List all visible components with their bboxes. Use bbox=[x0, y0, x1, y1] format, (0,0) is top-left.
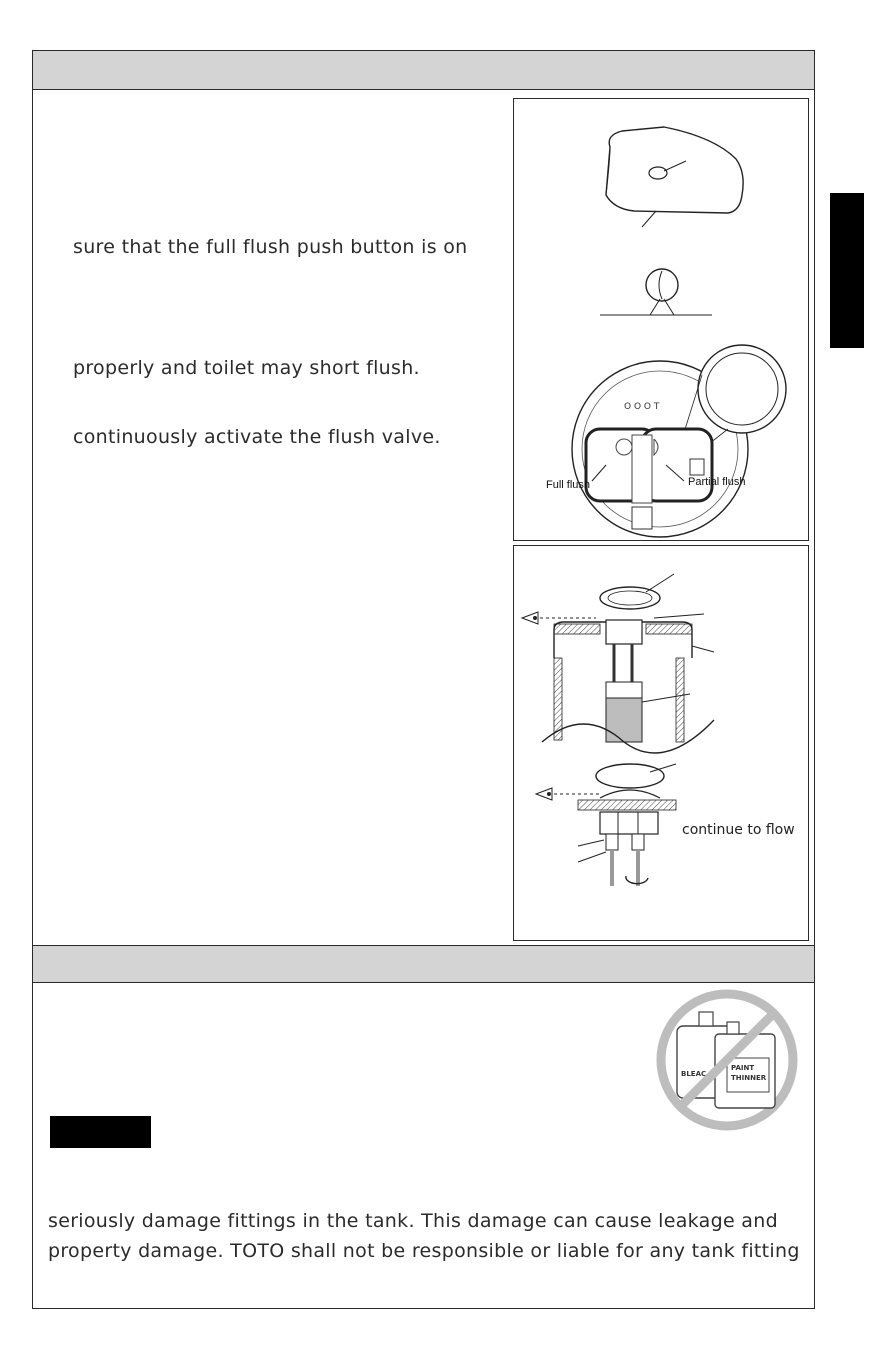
paint-label: PAINT bbox=[731, 1064, 755, 1072]
figure-panel-button-position bbox=[513, 98, 809, 541]
instruction-line: properly and toilet may short flush. bbox=[73, 357, 420, 379]
instruction-line: sure that the full flush push button is on bbox=[73, 236, 468, 258]
instruction-line: continuously activate the flush valve. bbox=[73, 426, 441, 448]
thinner-label: THINNER bbox=[731, 1074, 767, 1082]
section1-header-bar bbox=[33, 51, 814, 90]
partial-flush-label: Partial flush bbox=[688, 476, 746, 488]
warning-line: seriously damage fittings in the tank. This damage can cause leakage and bbox=[48, 1210, 778, 1232]
section2-header-bar bbox=[33, 945, 814, 983]
button-install-illustration bbox=[514, 546, 808, 940]
svg-text:O O O T: O O O T bbox=[624, 402, 660, 412]
full-flush-label: Full flush bbox=[546, 479, 591, 491]
tank-lid-illustration bbox=[514, 99, 808, 540]
no-chemicals-icon bbox=[655, 988, 799, 1132]
side-language-tab bbox=[830, 193, 864, 348]
continue-to-flow-label: continue to flow bbox=[682, 822, 795, 838]
figure-panel-button-install bbox=[513, 545, 809, 941]
bleach-label: BLEAC bbox=[681, 1070, 707, 1078]
caution-badge bbox=[50, 1116, 151, 1148]
warning-line: property damage. TOTO shall not be responsible or liable for any tank fitting bbox=[48, 1240, 800, 1262]
